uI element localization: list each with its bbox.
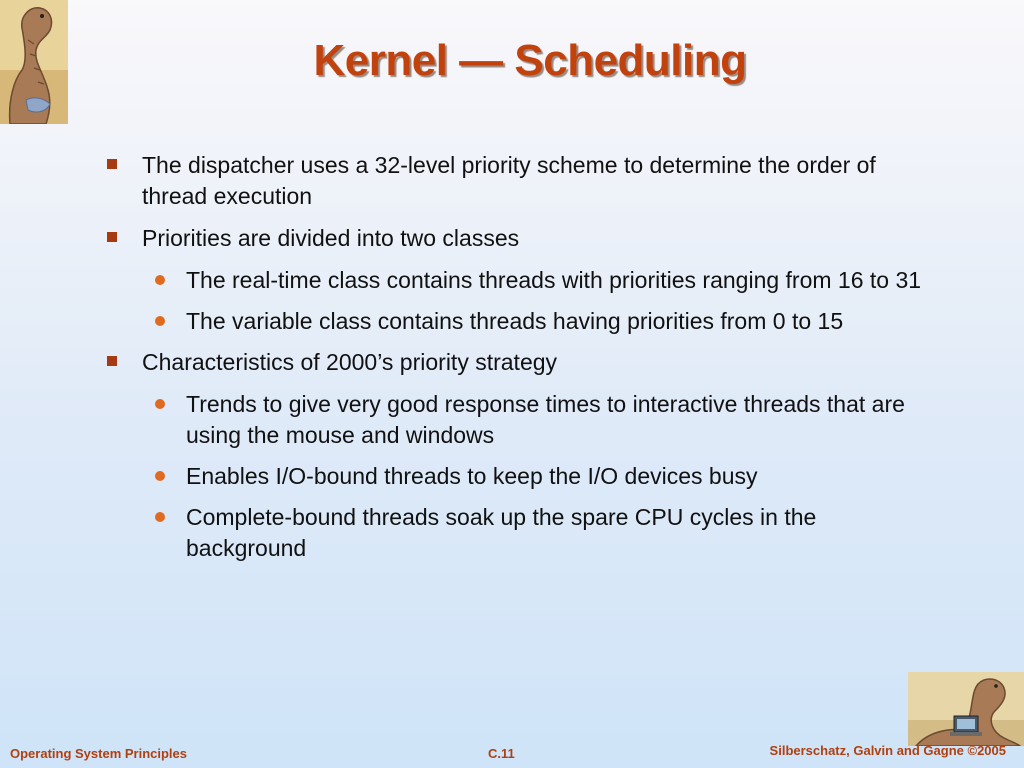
list-item-text: The variable class contains threads having priorities from 0 to 15 (186, 308, 844, 334)
list-item (104, 306, 924, 337)
circle-bullet-icon (155, 471, 165, 481)
list-item-text: Enables I/O-bound threads to keep the I/O devices busy (186, 463, 758, 489)
square-bullet-icon (107, 356, 117, 366)
circle-bullet-icon (155, 512, 165, 522)
list-item-text: Trends to give very good response times to interactive threads that are using the mouse and windows (186, 391, 905, 448)
footer-copyright: Silberschatz, Galvin and Gagne ©2005 (769, 743, 1006, 758)
list-item-text: Complete-bound threads soak up the spare CPU cycles in the background (186, 504, 817, 561)
list-item-text: Priorities are divided into two classes (142, 225, 520, 251)
list-item-text: The dispatcher uses a 32-level priority scheme to determine the order of thread execution (142, 152, 876, 209)
list-item (104, 389, 924, 451)
bullet-list (104, 150, 924, 574)
footer-slide-number: C.11 (488, 746, 515, 761)
circle-bullet-icon (155, 316, 165, 326)
square-bullet-icon (107, 232, 117, 242)
square-bullet-icon (107, 159, 117, 169)
circle-bullet-icon (155, 399, 165, 409)
list-item (104, 265, 924, 296)
list-item (104, 502, 924, 564)
circle-bullet-icon (155, 275, 165, 285)
dinosaur-laptop-icon (908, 672, 1024, 746)
list-item-text: Characteristics of 2000’s priority strategy (142, 349, 558, 375)
footer-course-title: Operating System Principles (10, 746, 188, 761)
list-item (104, 150, 924, 212)
list-item (104, 461, 924, 492)
list-item-text: The real-time class contains threads with priorities ranging from 16 to 31 (186, 267, 922, 293)
slide-title: Kernel — Scheduling (313, 36, 747, 85)
list-item (104, 223, 924, 254)
list-item (104, 347, 924, 378)
